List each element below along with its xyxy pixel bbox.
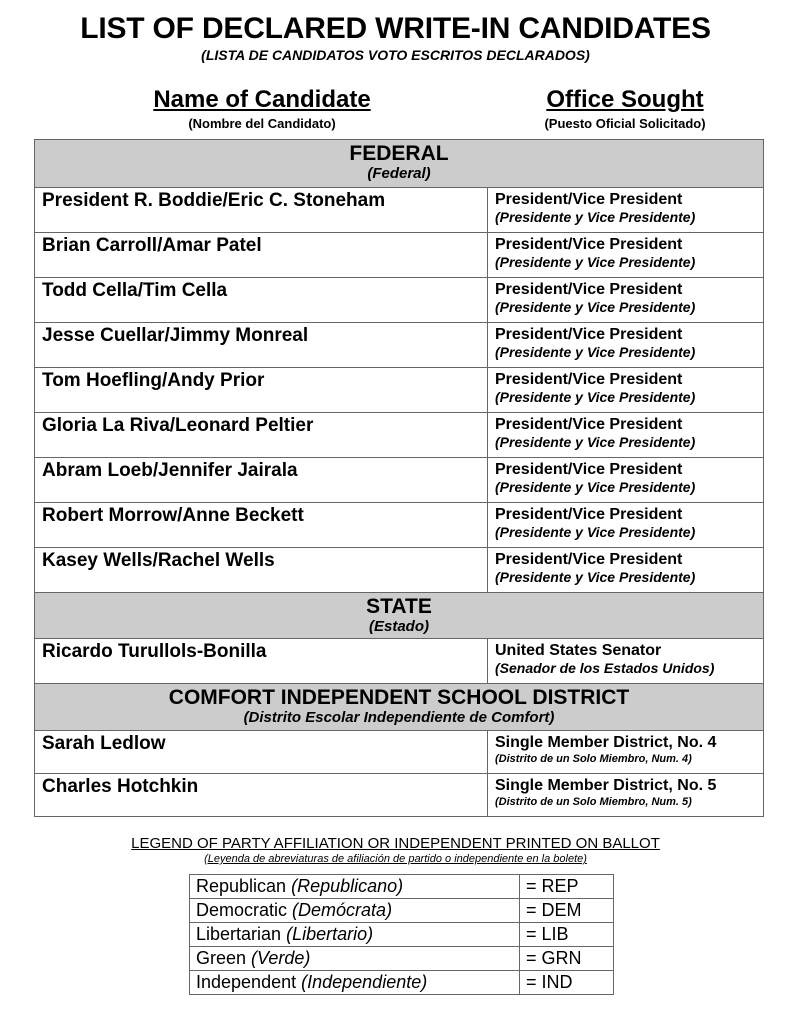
page-subtitle: (LISTA DE CANDIDATOS VOTO ESCRITOS DECLARADOS) xyxy=(201,47,590,63)
party-name: Green xyxy=(196,948,247,968)
candidate-name: Kasey Wells/Rachel Wells xyxy=(42,550,275,571)
legend-table xyxy=(189,874,614,995)
table-row xyxy=(35,774,764,817)
table-row xyxy=(35,278,764,323)
party-name-es: (Libertario) xyxy=(286,924,374,944)
office-name-es: (Presidente y Vice Presidente) xyxy=(495,569,696,585)
candidate-name: Todd Cella/Tim Cella xyxy=(42,280,228,301)
office-name-es: (Distrito de un Solo Miembro, Num. 4) xyxy=(495,753,692,765)
office-name: President/Vice President xyxy=(495,461,683,478)
section-title-es: (Federal) xyxy=(367,165,431,182)
office-name-es: (Presidente y Vice Presidente) xyxy=(495,254,696,270)
office-name: Single Member District, No. 5 xyxy=(495,777,717,794)
table-row xyxy=(35,548,764,593)
section-header-school-district xyxy=(35,684,764,731)
legend-title-es: (Leyenda de abreviaturas de afiliación de partido o independiente en la bolete) xyxy=(204,853,587,865)
candidate-name: Ricardo Turullols-Bonilla xyxy=(42,641,267,662)
office-name: President/Vice President xyxy=(495,191,683,208)
table-row xyxy=(35,503,764,548)
office-name: Single Member District, No. 4 xyxy=(495,734,717,751)
office-name-es: (Presidente y Vice Presidente) xyxy=(495,209,696,225)
party-name-es: (Verde) xyxy=(251,948,311,968)
party-name-es: (Demócrata) xyxy=(292,900,393,920)
office-name-es: (Presidente y Vice Presidente) xyxy=(495,344,696,360)
column-header-name: Name of Candidate xyxy=(153,86,371,113)
legend-title: LEGEND OF PARTY AFFILIATION OR INDEPENDENT PRINTED ON BALLOT xyxy=(131,835,660,852)
party-name-es: (Independiente) xyxy=(301,972,428,992)
party-name: Republican xyxy=(196,876,287,896)
table-row xyxy=(35,233,764,278)
office-name-es: (Presidente y Vice Presidente) xyxy=(495,389,696,405)
office-name: United States Senator xyxy=(495,642,662,659)
section-title: FEDERAL xyxy=(349,142,449,165)
table-row xyxy=(35,639,764,684)
column-header-office-es: (Puesto Oficial Solicitado) xyxy=(544,116,706,131)
party-code: = DEM xyxy=(526,900,582,920)
party-name-es: (Republicano) xyxy=(291,876,404,896)
legend-row xyxy=(190,899,614,923)
table-row xyxy=(35,368,764,413)
office-name: President/Vice President xyxy=(495,416,683,433)
candidate-name: President R. Boddie/Eric C. Stoneham xyxy=(42,190,386,211)
office-name: President/Vice President xyxy=(495,506,683,523)
candidate-name: Gloria La Riva/Leonard Peltier xyxy=(42,415,314,436)
table-row xyxy=(35,731,764,774)
section-title: STATE xyxy=(366,595,432,618)
candidate-name: Tom Hoefling/Andy Prior xyxy=(42,370,265,391)
office-name-es: (Presidente y Vice Presidente) xyxy=(495,434,696,450)
party-code: = GRN xyxy=(526,948,582,968)
candidate-name: Jesse Cuellar/Jimmy Monreal xyxy=(42,325,309,346)
office-name-es: (Senador de los Estados Unidos) xyxy=(495,660,715,676)
table-row xyxy=(35,323,764,368)
section-header-federal xyxy=(35,140,764,188)
legend-row xyxy=(190,923,614,947)
office-name-es: (Presidente y Vice Presidente) xyxy=(495,299,696,315)
legend-row xyxy=(190,971,614,995)
legend-row xyxy=(190,947,614,971)
section-title: COMFORT INDEPENDENT SCHOOL DISTRICT xyxy=(168,686,630,709)
party-code: = IND xyxy=(526,972,573,992)
office-name-es: (Presidente y Vice Presidente) xyxy=(495,524,696,540)
office-name: President/Vice President xyxy=(495,551,683,568)
office-name: President/Vice President xyxy=(495,371,683,388)
legend-row xyxy=(190,875,614,899)
office-name: President/Vice President xyxy=(495,281,683,298)
office-name-es: (Distrito de un Solo Miembro, Num. 5) xyxy=(495,796,692,808)
candidate-name: Brian Carroll/Amar Patel xyxy=(42,235,262,256)
table-row xyxy=(35,413,764,458)
column-header-name-es: (Nombre del Candidato) xyxy=(188,116,336,131)
office-name: President/Vice President xyxy=(495,326,683,343)
office-name-es: (Presidente y Vice Presidente) xyxy=(495,479,696,495)
section-header-state xyxy=(35,593,764,639)
party-name: Libertarian xyxy=(196,924,282,944)
party-name: Independent xyxy=(196,972,297,992)
table-row xyxy=(35,458,764,503)
party-code: = REP xyxy=(526,876,579,896)
candidate-name: Sarah Ledlow xyxy=(42,733,166,754)
candidate-name: Abram Loeb/Jennifer Jairala xyxy=(42,460,298,481)
party-name: Democratic xyxy=(196,900,288,920)
section-title-es: (Estado) xyxy=(369,618,429,635)
candidates-table xyxy=(34,139,764,817)
candidate-name: Robert Morrow/Anne Beckett xyxy=(42,505,304,526)
candidate-name: Charles Hotchkin xyxy=(42,776,199,797)
office-name: President/Vice President xyxy=(495,236,683,253)
party-code: = LIB xyxy=(526,924,569,944)
section-title-es: (Distrito Escolar Independiente de Comfort) xyxy=(243,709,555,726)
table-row xyxy=(35,188,764,233)
column-header-office: Office Sought xyxy=(546,86,704,113)
page-title: LIST OF DECLARED WRITE-IN CANDIDATES xyxy=(80,12,711,45)
